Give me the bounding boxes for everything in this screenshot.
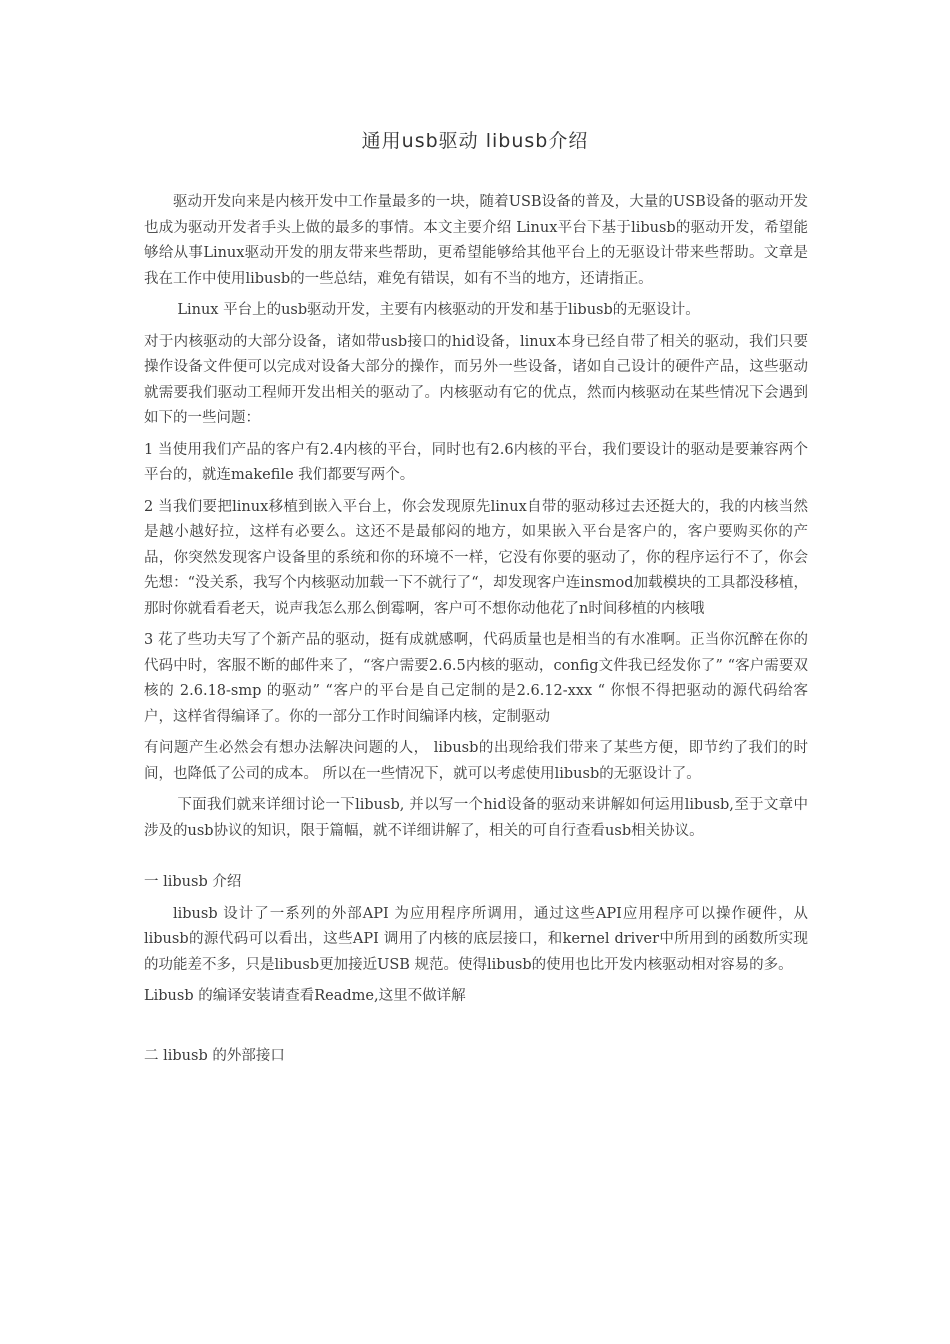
section-one-heading: 一 libusb 介绍 [144,874,242,890]
section-one-paragraph: libusb 设计了一系列的外部API 为应用程序所调用，通过这些API应用程序可以操作硬件，从libusb的源代码可以看出，这些API 调用了内核的底层接口，和kernel driver中所用到的函数所实现的功能差不多，只是libusb更加接近USB 规范。使得libusb的使用也比开发内核驱动相对容易的多。 [144,905,808,973]
document-body [144,190,808,1075]
platform-paragraph: Linux 平台上的usb驱动开发，主要有内核驱动的开发和基于libusb的无驱设计。 [177,302,700,318]
section-two-heading: 二 libusb 的外部接口 [144,1047,285,1064]
kernel-driver-paragraph: 对于内核驱动的大部分设备，诸如带usb接口的hid设备，linux本身已经自带了相关的驱动，我们只要操作设备文件便可以完成对设备大部分的操作，而另外一些设备，诸如自己设计的硬件产品，这些驱动就需要我们驱动工程师开发出相关的驱动了。内核驱动有它的优点，然而内核驱动在某些情况下会遇到如下的一些问题： [144,333,808,426]
intro-paragraph: 驱动开发向来是内核开发中工作量最多的一块，随着USB设备的普及，大量的USB设备的驱动开发也成为驱动开发者手头上做的最多的事情。本文主要介绍 Linux平台下基于libusb的驱动开发，希望能够给从事Linux驱动开发的朋友带来些帮助，更希望能够给其他平台上的无驱设计带来些帮助。文章是我在工作中使用libusb的一些总结，难免有错误，如有不当的地方，还请指正。 [144,194,808,287]
document-title: 通用usb驱动 libusb介绍 [361,130,589,152]
problem-item-3: 3 花了些功夫写了个新产品的驱动，挺有成就感啊，代码质量也是相当的有水准啊。正当你沉醉在你的代码中时，客服不断的邮件来了，“客户需要2.6.5内核的驱动，config文件我已经发你了” “客户需要双核的 2.6.18-smp 的驱动” “客户的平台是自己定制的是2.6.12-xxx “ 你恨不得把驱动的源代码给客户，这样省得编译了。你的一部分工作时间编译内核，定制驱动 [144,632,808,725]
problem-item-1: 1 当使用我们产品的客户有2.4内核的平台，同时也有2.6内核的平台，我们要设计的驱动是要兼容两个平台的，就连makefile 我们都要写两个。 [144,441,808,483]
solution-paragraph: 有问题产生必然会有想办法解决问题的人， libusb的出现给我们带来了某些方便，即节约了我们的时间，也降低了公司的成本。 所以在一些情况下，就可以考虑使用libusb的无驱设计了。 [144,740,808,782]
section-one-build-note: Libusb 的编译安装请查看Readme,这里不做详解 [144,988,466,1004]
discussion-paragraph: 下面我们就来详细讨论一下libusb, 并以写一个hid设备的驱动来讲解如何运用libusb,至于文章中涉及的usb协议的知识，限于篇幅，就不详细讲解了，相关的可自行查看usb相关协议。 [144,797,808,839]
problem-item-2: 2 当我们要把linux移植到嵌入平台上，你会发现原先linux自带的驱动移过去还挺大的，我的内核当然是越小越好拉，这样有必要么。这还不是最郁闷的地方，如果嵌入平台是客户的，客户要购买你的产品，你突然发现客户设备里的系统和你的环境不一样，它没有你要的驱动了，你的程序运行不了，你会先想：“没关系，我写个内核驱动加载一下不就行了“，却发现客户连insmod加载模块的工具都没移植，那时你就看看老天，说声我怎么那么倒霉啊，客户可不想你动他花了n时间移植的内核哦 [144,498,808,617]
